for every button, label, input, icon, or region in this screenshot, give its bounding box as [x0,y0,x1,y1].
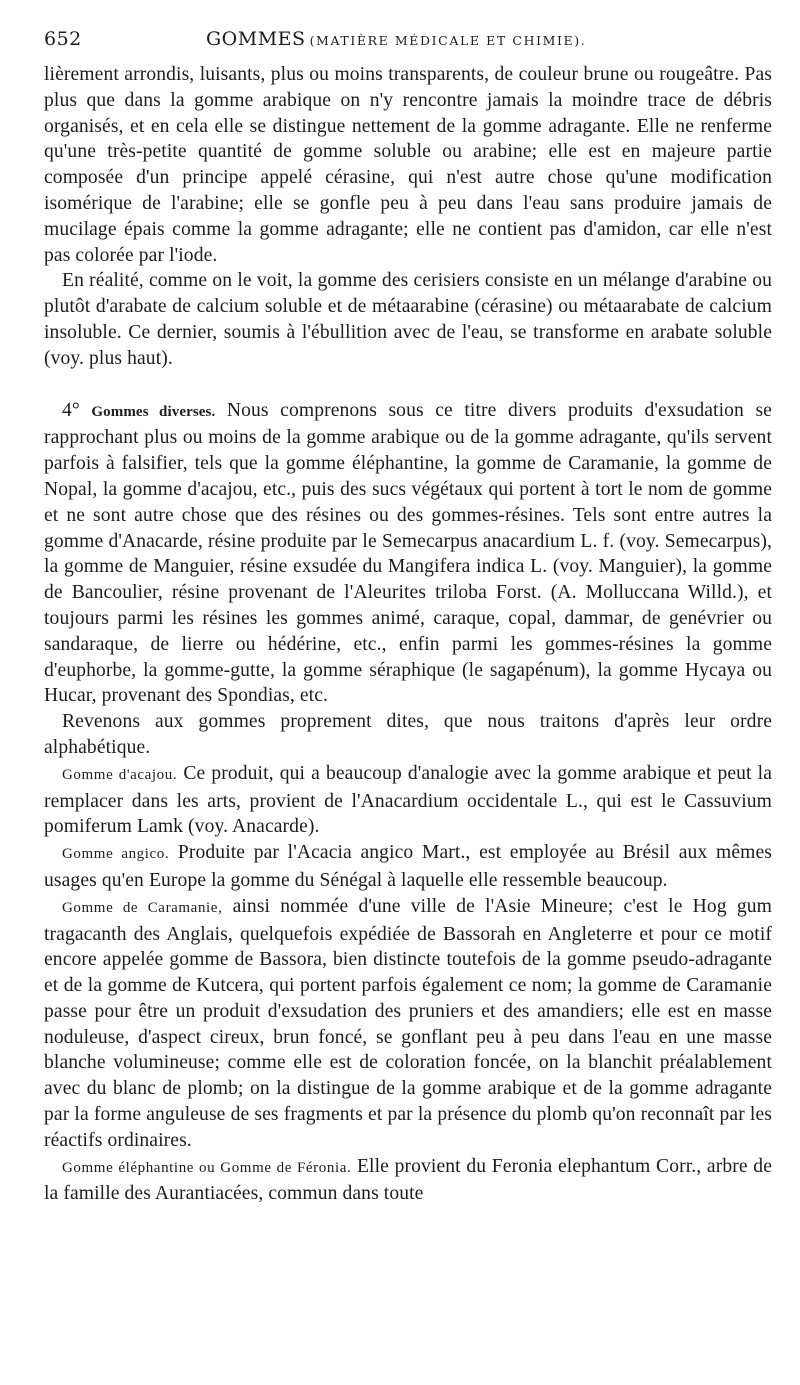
entry-heading-acajou: Gomme d'acajou. [62,766,178,783]
section-heading-gommes-diverses: Gommes diverses. [91,403,216,420]
entry-text-acajou: Ce produit, qui a beaucoup d'analogie avec la gomme arabique et peut la remplacer dans les arts, provient de l'Anacardium occidentale L., qui est le Cassuvium pomiferum Lamk (voy. Anacarde). [44,762,773,838]
paragraph-realite: En réalité, comme on le voit, la gomme des cerisiers consiste en un mélange d'arabine ou plutôt d'arabate de calcium soluble et de métaarabine (cérasine) ou métaarabate de calcium insoluble. Ce dernier, soumis à l'ébullition avec de l'eau, se transforme en arabate soluble (voy. plus haut). [44,270,772,369]
paragraph-angico [44,840,772,894]
entry-heading-elephantine: Gomme éléphantine ou Gomme de Féronia. [62,1159,352,1176]
entry-heading-angico: Gomme angico. [62,846,170,863]
book-page [44,28,772,1207]
page-number: 652 [44,28,82,50]
section-gap [44,372,772,398]
body-text [44,62,772,1207]
paragraph-cerasine: lièrement arrondis, luisants, plus ou moins transparents, de couleur brune ou rougeâtre. Pas plus que dans la gomme arabique on n'y rencontre jamais la moindre trace de débris organisés, et en cela elle se distingue nettement de la gomme adragante. Elle ne renferme qu'une très-petite quantité de gomme soluble ou arabine; elle est en majeure partie composée d'un principe appelé cérasine, qui n'est autre chose qu'une modification isomérique de l'arabine; elle se gonfle peu à peu dans l'eau sans produire jamais de mucilage épais comme la gomme adragante; elle ne contient pas d'amidon, car elle n'est pas colorée par l'iode. [44,64,772,266]
running-head [44,28,772,62]
paragraph-caramanie [44,894,772,1154]
entry-text-caramanie: ainsi nommée d'une ville de l'Asie Mineure; c'est le Hog gum tragacanth des Anglais, quelquefois expédiée de Bassorah en Angleterre et pour ce motif encore appelée gomme de Bassora, bien distincte toutefois de la gomme pseudo-adragante et de la gomme de Kutcera, qui portent parfois également ce nom; la gomme de Caramanie passe pour être un produit d'exsudation des pruniers et des amandiers; elle est en masse noduleuse, d'aspect cireux, brun foncé, se gonflant peu à peu dans l'eau en une masse blanche volumineuse; comme elle est de coloration foncée, on la blanchit préalablement avec du blanc de plomb; on la distingue de la gomme arabique et de la gomme adragante par la forme anguleuse de ses fragments et par la présence du plomb qu'on reconnaît par les réactifs ordinaires. [44,895,772,1151]
paragraph-gommes-diverses-text: Nous comprenons sous ce titre divers produits d'exsudation se rapprochant plus ou moins de la gomme arabique ou de la gomme adragante, qu'ils servent parfois à falsifier, tels que la gomme éléphantine, la gomme de Caramanie, la gomme de Nopal, la gomme d'acajou, etc., puis des sucs végétaux qui portent à tort le nom de gomme et ne sont autre chose que des résines ou des gommes-résines. Tels sont entre autres la gomme d'Anacarde, résine produite par le Semecarpus anacardium L. f. (voy. Semecarpus), la gomme de Manguier, résine exsudée du Mangifera indica L. (voy. Manguier), la gomme de Bancoulier, résine provenant de l'Aleurites triloba Forst. (A. Molluccana Willd.), et toujours parmi les résines les gommes animé, caraque, copal, dammar, de genévrier ou sandaraque, de lierre ou hédérine, etc., enfin parmi les gommes-résines la gomme d'euphorbe, la gomme-gutte, la gomme séraphique (le sagapénum), la gomme Hycaya ou Hucar, provenant des Spondias, etc. [44,399,772,707]
paragraph-gommes-diverses [44,398,772,710]
running-title: GOMMES [206,28,306,50]
paragraph-acajou [44,761,772,840]
entry-text-angico: Produite par l'Acacia angico Mart., est employée au Brésil aux mêmes usages qu'en Europe la gomme du Sénégal à laquelle elle ressemble beaucoup. [44,842,772,891]
paragraph-revenons: Revenons aux gommes proprement dites, que nous traitons d'après leur ordre alphabétique. [44,711,772,758]
section-number: 4° [62,399,80,421]
paragraph-elephantine [44,1154,772,1208]
running-subtitle: (MATIÈRE MÉDICALE ET CHIMIE). [309,33,587,48]
entry-heading-caramanie: Gomme de Caramanie, [62,899,223,916]
entry-text-elephantine: Elle provient du Feronia elephantum Corr., arbre de la famille des Aurantiacées, commun dans toute [44,1155,772,1205]
